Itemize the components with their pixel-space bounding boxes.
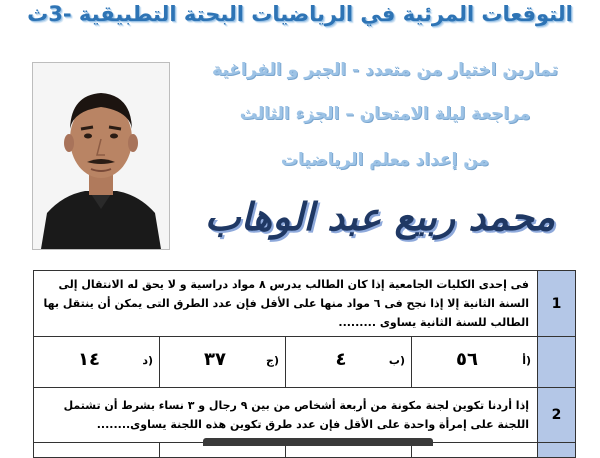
choices-row <box>34 337 576 388</box>
subtitle-prepared-by: من إعداد معلم الرياضيات <box>280 150 490 170</box>
choice-value: ٤ <box>335 349 347 370</box>
question-number-spacer <box>538 337 576 388</box>
question-row <box>34 388 576 443</box>
choice-cell <box>34 443 160 458</box>
question-number: 1 <box>538 271 576 337</box>
question-text: إذا أردنا تكوين لجنة مكونة من أربعة أشخاص من بين ٩ رجال و ٣ نساء بشرط أن تشتمل اللجنة على إمرأة واحدة على الأقل فإن عدد طرق تكوين هذه اللجنة يساوى........ <box>34 388 538 443</box>
choice-a[interactable] <box>412 337 538 388</box>
page-title: التوقعات المرئية في الرياضيات البحتة التطبيقية -3ث <box>27 2 573 26</box>
choice-value: ٥٦ <box>456 349 478 370</box>
author-photo <box>32 62 170 250</box>
subtitle-review: مراجعة ليلة الامتحان – الجزء الثالث <box>239 104 531 124</box>
choice-label: ج) <box>266 354 279 367</box>
choice-label: أ) <box>522 354 531 367</box>
questions-table <box>33 270 576 458</box>
choice-value: ١٤ <box>78 349 100 370</box>
subtitle-topics: تمارين اختيار من متعدد - الجبر و الفراغية <box>212 60 558 80</box>
choice-value: ٣٧ <box>204 349 226 370</box>
question-number-spacer <box>538 443 576 458</box>
choice-label: ب) <box>388 354 405 367</box>
question-number: 2 <box>538 388 576 443</box>
choice-c[interactable] <box>160 337 286 388</box>
author-name: محمد ربيع عبد الوهاب <box>204 194 556 239</box>
question-row <box>34 271 576 337</box>
question-text: فى إحدى الكليات الجامعية إذا كان الطالب يدرس ٨ مواد دراسية و لا يحق له الانتقال إلى السنة الثانية إلا إذا نجح فى ٦ مواد منها على الأقل فإن عدد الطرق التى يمكن أن ينتقل بها الطالب للسنة الثانية يساوى ......... <box>34 271 538 337</box>
viewer-toolbar[interactable] <box>203 438 433 446</box>
choice-b[interactable] <box>286 337 412 388</box>
choice-label: د) <box>142 354 153 367</box>
choice-d[interactable] <box>34 337 160 388</box>
